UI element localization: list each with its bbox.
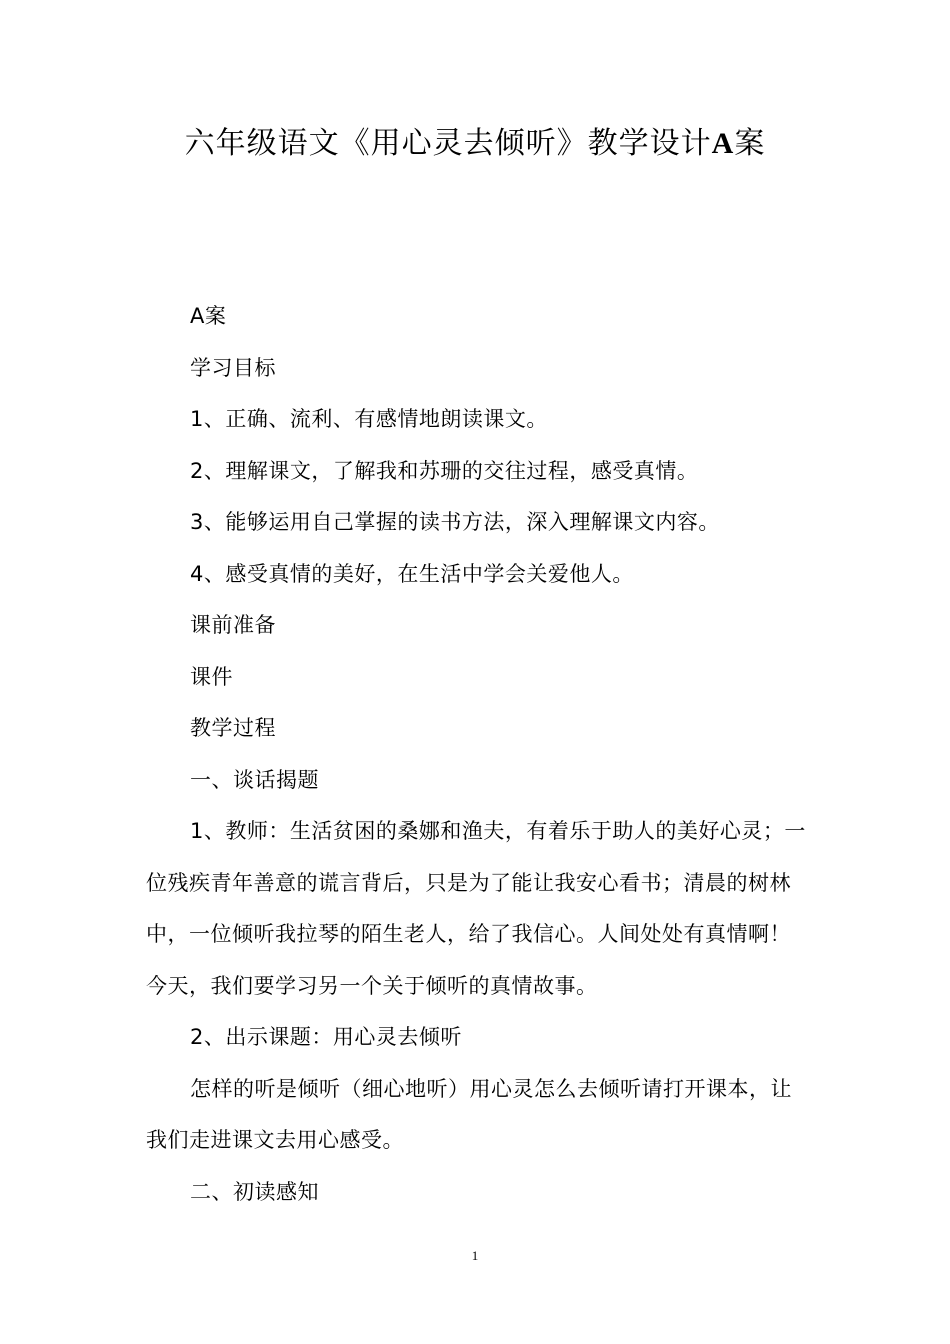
heading-learning-goals: 学习目标 [190, 355, 276, 380]
heading-step-two: 二、初读感知 [190, 1179, 319, 1204]
heading-step-one: 一、谈话揭题 [190, 767, 319, 792]
step-one-item-1: 1、教师：生活贫困的桑娜和渔夫，有着乐于助人的美好心灵；一位残疾青年善意的谎言背后，只是为了能让我安心看书；清晨的树林中，一位倾听我拉琴的陌生老人，给了我信心。人间处处有真情啊！今天，我们要学习另一个关于倾听的真情故事。 [146, 819, 806, 998]
goal-item-3: 3、能够运用自己掌握的读书方法，深入理解课文内容。 [190, 510, 720, 534]
document-title-text: 六年级语文《用心灵去倾听》教学设计 [184, 126, 712, 161]
goal-item-1: 1、正确、流利、有感情地朗读课文。 [190, 407, 548, 431]
goal-item-4: 4、感受真情的美好，在生活中学会关爱他人。 [190, 561, 634, 586]
document-title [0, 122, 950, 166]
heading-teaching-process: 教学过程 [190, 716, 276, 740]
heading-preparation: 课前准备 [190, 613, 276, 637]
step-one-item-2: 2、出示课题：用心灵去倾听 [190, 1025, 462, 1049]
document-title-end: 案 [734, 126, 766, 161]
goal-item-2: 2、理解课文，了解我和苏珊的交往过程，感受真情。 [190, 458, 699, 483]
section-label-a: A案 [190, 304, 227, 328]
document-title-suffix: A [711, 127, 735, 160]
page-number: 1 [471, 1248, 479, 1263]
preparation-item: 课件 [190, 664, 233, 689]
document-body [146, 291, 806, 1218]
step-one-paragraph: 怎样的听是倾听（细心地听）用心灵怎么去倾听请打开课本，让我们走进课文去用心感受。 [146, 1076, 792, 1152]
